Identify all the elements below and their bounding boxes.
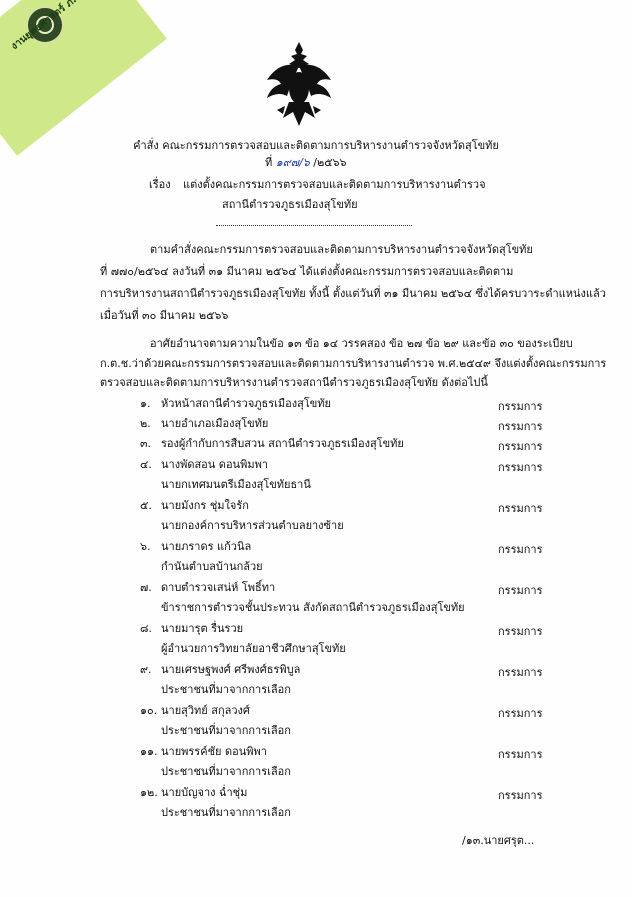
member-role: กรรมการ	[498, 543, 543, 556]
member-number: ๗.	[140, 581, 152, 594]
member-number: ๔.	[140, 458, 152, 471]
member-detail: นายกเทศมนตรีเมืองสุโขทัยธานี	[161, 478, 311, 491]
order-title: คำสั่ง คณะกรรมการตรวจสอบและติดตามการบริหารงานตำรวจจังหวัดสุโขทัย	[133, 139, 499, 152]
member-number: ๕.	[140, 499, 152, 512]
order-number	[265, 156, 347, 169]
member-name: นางพัดสอน ดอนพิมพา	[161, 458, 268, 471]
paragraph-2-line-1: อาศัยอำนาจตามความในข้อ ๑๓ ข้อ ๑๔ วรรคสอง ข้อ ๒๗ ข้อ ๒๙ และข้อ ๓๐ ของระเบียบ	[150, 337, 573, 350]
member-number: ๙.	[140, 663, 152, 676]
member-detail: นายกองค์การบริหารส่วนตำบลยางซ้าย	[161, 519, 344, 532]
paragraph-2-line-3: ตรวจสอบและติดตามการบริหารงานตำรวจสถานีตำรวจภูธรเมืองสุโขทัย ดังต่อไปนี้	[100, 376, 488, 389]
continuation-note: /๑๓.นายศรุต...	[462, 834, 535, 847]
member-detail: ประชาชนที่มาจากการเลือก	[161, 683, 291, 696]
member-detail: ประชาชนที่มาจากการเลือก	[161, 724, 291, 737]
member-detail: ผู้อำนวยการวิทยาลัยอาชีวศึกษาสุโขทัย	[161, 642, 346, 655]
member-role: กรรมการ	[498, 420, 543, 433]
subject-line-1: แต่งตั้งคณะกรรมการตรวจสอบและติดตามการบริหารงานตำรวจ	[183, 178, 486, 191]
subject-label: เรื่อง	[149, 178, 171, 191]
member-number: ๒.	[140, 417, 151, 430]
subject-line-2: สถานีตำรวจภูธรเมืองสุโขทัย	[222, 198, 358, 211]
paragraph-1-line-1: ตามคำสั่งคณะกรรมการตรวจสอบและติดตามการบริหารงานตำรวจจังหวัดสุโขทัย	[150, 243, 533, 256]
member-role: กรรมการ	[498, 666, 543, 679]
member-name: นายบัญจาง ฉ่ำชุ่ม	[161, 786, 248, 799]
number-suffix: /๒๕๖๖	[313, 156, 347, 169]
member-name: นายมารุต รื่นรวย	[161, 622, 244, 635]
member-role: กรรมการ	[498, 440, 543, 453]
member-number: ๑๑.	[140, 745, 158, 758]
garuda-emblem-icon	[263, 40, 335, 128]
member-name: ดาบตำรวจเสน่ห์ โพธิ์ทา	[161, 581, 276, 594]
member-number: ๓.	[140, 437, 152, 450]
member-name: นายพรรค์ชัย ดอนพิพา	[161, 745, 267, 758]
member-name: หัวหน้าสถานีตำรวจภูธรเมืองสุโขทัย	[161, 397, 331, 410]
member-role: กรรมการ	[498, 707, 543, 720]
member-number: ๑.	[140, 397, 151, 410]
member-detail: ประชาชนที่มาจากการเลือก	[161, 806, 291, 819]
member-detail: ประชาชนที่มาจากการเลือก	[161, 765, 291, 778]
member-role: กรรมการ	[498, 584, 543, 597]
member-detail: กำนันตำบลบ้านกล้วย	[161, 560, 263, 573]
member-role: กรรมการ	[498, 400, 543, 413]
paragraph-2-line-2: ก.ต.ช.ว่าด้วยคณะกรรมการตรวจสอบและติดตามการบริหารงานตำรวจ พ.ศ.๒๕๔๙ จึงแต่งตั้งคณะกรรมการ	[100, 357, 607, 370]
member-name: นายสุวิทย์ สกุลวงศ์	[161, 704, 250, 717]
member-name: นายภราดร แก้วนิล	[161, 540, 252, 553]
member-name: นายมังกร ชุ่มใจรัก	[161, 499, 249, 512]
paragraph-1-line-4: เมื่อวันที่ ๓๐ มีนาคม ๒๕๖๖	[100, 309, 229, 322]
member-name: นายเศรษฐพงศ์ ศรีพงศ์ธรพิบูล	[161, 663, 301, 676]
member-role: กรรมการ	[498, 502, 543, 515]
member-number: ๖.	[140, 540, 151, 553]
member-detail: ข้าราชการตำรวจชั้นประทวน สังกัดสถานีตำรวจภูธรเมืองสุโขทัย	[161, 601, 465, 614]
number-prefix: ที่	[265, 156, 273, 169]
member-name: นายอำเภอเมืองสุโขทัย	[161, 417, 269, 430]
member-role: กรรมการ	[498, 748, 543, 761]
member-number: ๑๐.	[140, 704, 158, 717]
stamp-text: งานยุทธศาสตร์	[9, 3, 68, 53]
paragraph-1-line-2: ที่ ๗๗๐/๒๕๖๔ ลงวันที่ ๓๑ มีนาคม ๒๕๖๔ ได้แต่งตั้งคณะกรรมการตรวจสอบและติดตาม	[100, 265, 514, 278]
number-handwritten: ๑๙๗/๖	[275, 156, 310, 169]
member-number: ๘.	[140, 622, 152, 635]
member-role: กรรมการ	[498, 789, 543, 802]
paragraph-1-line-3: การบริหารงานสถานีตำรวจภูธรเมืองสุโขทัย ทั้งนี้ ตั้งแต่วันที่ ๓๑ มีนาคม ๒๕๖๔ ซึ่งได้ครบวาระดำแหน่งแล้ว	[100, 287, 606, 300]
separator-line	[216, 225, 412, 226]
member-name: รองผู้กำกับการสืบสวน สถานีตำรวจภูธรเมืองสุโขทัย	[161, 437, 404, 450]
member-number: ๑๒.	[140, 786, 158, 799]
member-role: กรรมการ	[498, 625, 543, 638]
member-role: กรรมการ	[498, 461, 543, 474]
